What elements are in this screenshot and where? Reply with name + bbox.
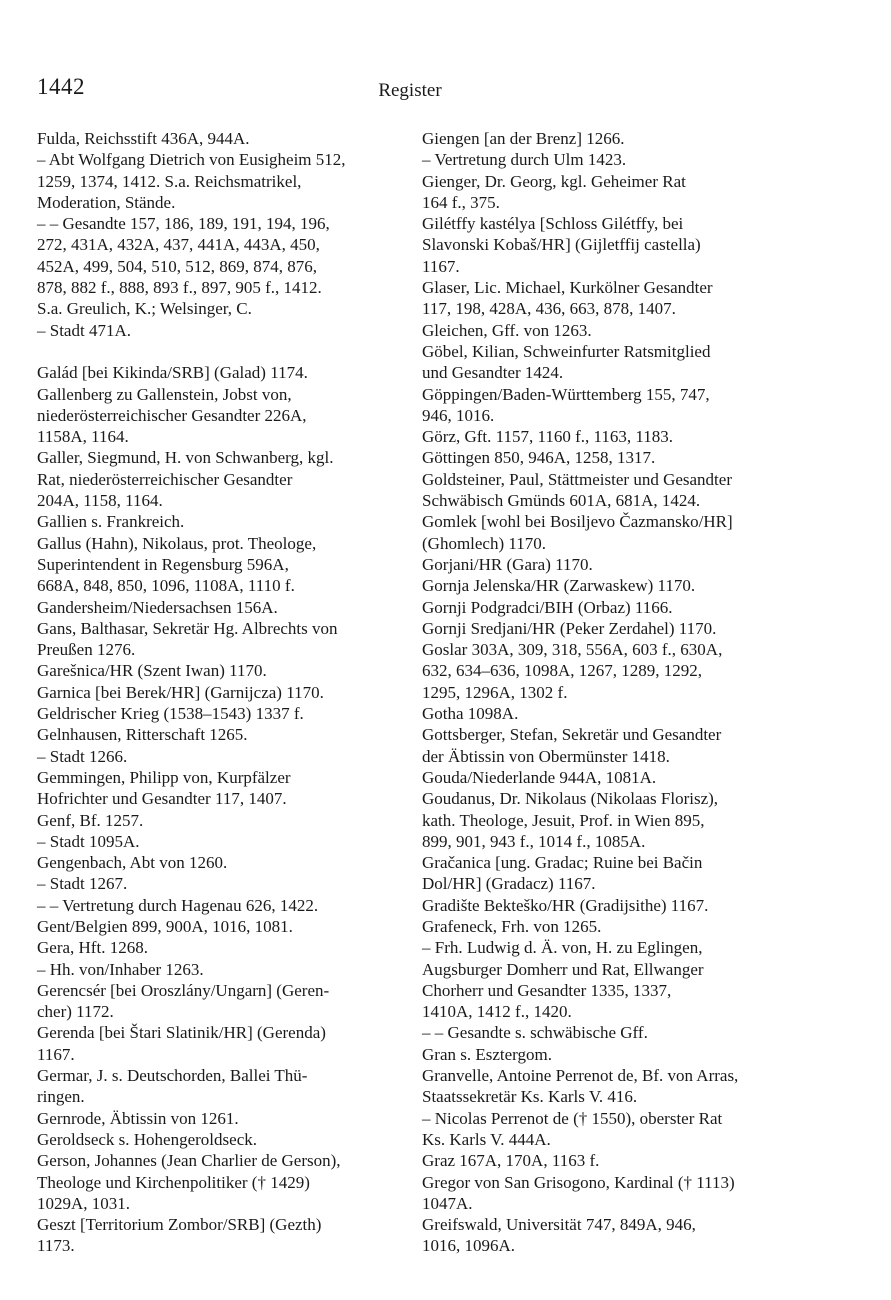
index-entry-line: – – Gesandte 157, 186, 189, 191, 194, 196, [37, 214, 330, 234]
index-entry-line: 1259, 1374, 1412. S.a. Reichsmatrikel, [37, 171, 302, 191]
index-entry [422, 597, 792, 618]
index-entry [422, 213, 792, 277]
index-entry-line: 946, 1016. [422, 405, 495, 425]
index-entry-line: Gornji Sredjani/HR (Peker Zerdahel) 1170. [422, 618, 717, 638]
index-entry [37, 724, 405, 745]
index-entry-line: – Abt Wolfgang Dietrich von Eusigheim 512, [37, 150, 346, 170]
index-entry-line: Goudanus, Dr. Nikolaus (Nikolaas Florisz), [422, 789, 719, 809]
index-entry-line: Gerson, Johannes (Jean Charlier de Gerson), [37, 1151, 341, 1171]
index-entry-line: Staatssekretär Ks. Karls V. 416. [422, 1087, 638, 1107]
index-entry [37, 597, 405, 618]
index-entry-line: Preußen 1276. [37, 640, 136, 660]
index-entry-line: Gerenda [bei Štari Slatinik/HR] (Gerenda) [37, 1023, 326, 1043]
index-entry-line: Germar, J. s. Deutschorden, Ballei Thü- [37, 1066, 308, 1086]
index-entry-line: Galád [bei Kikinda/SRB] (Galad) 1174. [37, 363, 308, 383]
index-entry [422, 916, 792, 937]
index-entry-line: Gran s. Esztergom. [422, 1044, 552, 1064]
index-entry-line: Gotha 1098A. [422, 704, 519, 724]
index-entry-line: Geszt [Territorium Zombor/SRB] (Gezth) [37, 1215, 322, 1235]
index-entry-line: Garešnica/HR (Szent Iwan) 1170. [37, 661, 267, 681]
index-entry-line: Gengenbach, Abt von 1260. [37, 853, 228, 873]
index-entry-line: Gallenberg zu Gallenstein, Jobst von, [37, 384, 292, 404]
index-entry-line: Geroldseck s. Hohengeroldseck. [37, 1129, 257, 1149]
index-entry-line: Gallus (Hahn), Nikolaus, prot. Theologe, [37, 533, 317, 553]
index-entry-line: Genf, Bf. 1257. [37, 810, 144, 830]
index-entry-line: S.a. Greulich, K.; Welsinger, C. [37, 299, 252, 319]
index-entry [422, 341, 792, 384]
index-entry-line: 452A, 499, 504, 510, 512, 869, 874, 876, [37, 256, 318, 276]
index-entry-line: Theologe und Kirchenpolitiker († 1429) [37, 1172, 310, 1192]
index-entry-line: 1158A, 1164. [37, 427, 129, 447]
index-entry-line: Glaser, Lic. Michael, Kurkölner Gesandter [422, 278, 713, 298]
index-entry-line: Gernrode, Äbtissin von 1261. [37, 1108, 239, 1128]
index-entry [37, 1022, 405, 1065]
index-entry [37, 511, 405, 532]
index-entry-line: 632, 634–636, 1098A, 1267, 1289, 1292, [422, 661, 703, 681]
index-entry-line: Fulda, Reichsstift 436A, 944A. [37, 129, 250, 148]
index-entry-line: Grafeneck, Frh. von 1265. [422, 916, 602, 936]
index-entry [422, 937, 792, 1022]
index-entry-line: der Äbtissin von Obermünster 1418. [422, 746, 670, 766]
index-entry-line: 1410A, 1412 f., 1420. [422, 1002, 572, 1022]
index-entry [422, 724, 792, 767]
index-entry [37, 937, 405, 958]
index-entry-line: Moderation, Stände. [37, 192, 176, 212]
index-entry [37, 1129, 405, 1150]
index-entry [422, 1214, 792, 1257]
index-entry [422, 469, 792, 512]
index-entry [37, 831, 405, 852]
index-entry-line: 1029A, 1031. [37, 1193, 131, 1213]
index-entry [422, 1172, 792, 1215]
index-entry-line: Gilétffy kastélya [Schloss Gilétffy, bei [422, 214, 684, 234]
index-entry-line: Gomlek [wohl bei Bosiljevo Čazmansko/HR] [422, 512, 733, 532]
index-entry [37, 703, 405, 724]
index-entry-line: Hofrichter und Gesandter 117, 1407. [37, 789, 287, 809]
index-entry-line: 204A, 1158, 1164. [37, 491, 163, 511]
index-column-right [422, 128, 792, 1257]
index-entry-line: kath. Theologe, Jesuit, Prof. in Wien 895, [422, 810, 705, 830]
index-entry [422, 320, 792, 341]
index-entry-line: Augsburger Domherr und Rat, Ellwanger [422, 959, 704, 979]
index-entry [422, 1065, 792, 1108]
index-entry-line: Dol/HR] (Gradacz) 1167. [422, 874, 596, 894]
index-entry-line: Greifswald, Universität 747, 849A, 946, [422, 1215, 696, 1235]
index-entry-line: Gregor von San Grisogono, Kardinal († 1113) [422, 1172, 735, 1192]
index-entry-line: Gent/Belgien 899, 900A, 1016, 1081. [37, 916, 293, 936]
index-entry-line: Gouda/Niederlande 944A, 1081A. [422, 767, 657, 787]
index-entry-line: 272, 431A, 432A, 437, 441A, 443A, 450, [37, 235, 320, 255]
index-entry [37, 128, 405, 149]
index-entry-line: – – Gesandte s. schwäbische Gff. [422, 1023, 648, 1043]
index-entry-line: 899, 901, 943 f., 1014 f., 1085A. [422, 831, 646, 851]
index-entry-line: 878, 882 f., 888, 893 f., 897, 905 f., 1412. [37, 278, 322, 298]
index-entry [422, 277, 792, 320]
index-entry [37, 618, 405, 661]
index-entry [37, 384, 405, 448]
index-entry-line: 164 f., 375. [422, 192, 500, 212]
index-entry [37, 682, 405, 703]
index-entry [37, 1108, 405, 1129]
index-entry [422, 384, 792, 427]
index-entry-line: Göppingen/Baden-Württemberg 155, 747, [422, 384, 710, 404]
index-entry-line: – Stadt 471A. [37, 320, 131, 340]
index-entry [422, 128, 792, 149]
index-entry [37, 1065, 405, 1108]
index-entry-line: – Nicolas Perrenot de († 1550), oberster Rat [422, 1108, 723, 1128]
index-entry [37, 447, 405, 511]
index-entry [37, 533, 405, 597]
index-entry-line: Göttingen 850, 946A, 1258, 1317. [422, 448, 656, 468]
index-entry-line: Chorherr und Gesandter 1335, 1337, [422, 980, 672, 1000]
index-entry [422, 1150, 792, 1171]
index-entry-line: – Stadt 1266. [37, 746, 128, 766]
index-entry-line: Goldsteiner, Paul, Stättmeister und Gesandter [422, 469, 732, 489]
index-entry-line: – – Vertretung durch Hagenau 626, 1422. [37, 895, 319, 915]
running-title: Register [378, 80, 442, 101]
index-entry [422, 852, 792, 895]
index-entry-line: niederösterreichischer Gesandter 226A, [37, 405, 307, 425]
index-entry-line: Ks. Karls V. 444A. [422, 1129, 551, 1149]
index-column-left [37, 128, 405, 1257]
index-entry [37, 852, 405, 873]
index-entry [37, 660, 405, 681]
index-entry-line: Galler, Siegmund, H. von Schwanberg, kgl. [37, 448, 334, 468]
index-entry-line: Geldrischer Krieg (1538–1543) 1337 f. [37, 704, 304, 724]
page-number: 1442 [37, 74, 85, 99]
index-entry-line: 117, 198, 428A, 436, 663, 878, 1407. [422, 299, 676, 319]
index-entry-line: 1173. [37, 1236, 75, 1256]
index-entry-line: 668A, 848, 850, 1096, 1108A, 1110 f. [37, 576, 295, 596]
index-entry [37, 767, 405, 810]
index-entry-line: Gelnhausen, Ritterschaft 1265. [37, 725, 248, 745]
index-entry-line: Gienger, Dr. Georg, kgl. Geheimer Rat [422, 171, 686, 191]
index-entry [422, 618, 792, 639]
index-entry [422, 171, 792, 214]
index-entry [37, 895, 405, 916]
index-entry-line: 1167. [422, 256, 460, 276]
index-entry [422, 788, 792, 852]
index-entry-line: Rat, niederösterreichischer Gesandter [37, 469, 293, 489]
index-entry-line: Gallien s. Frankreich. [37, 512, 185, 532]
index-entry-line: Garnica [bei Berek/HR] (Garnijcza) 1170. [37, 682, 324, 702]
index-entry [422, 767, 792, 788]
index-entry-line: Gerencsér [bei Oroszlány/Ungarn] (Geren- [37, 980, 330, 1000]
index-entry-line: Gera, Hft. 1268. [37, 938, 148, 958]
index-entry [422, 149, 792, 170]
index-entry [422, 554, 792, 575]
index-entry-line: – Hh. von/Inhaber 1263. [37, 959, 204, 979]
index-entry [422, 1044, 792, 1065]
index-entry [422, 1022, 792, 1043]
index-entry-line: Gorjani/HR (Gara) 1170. [422, 554, 593, 574]
index-entry-line: Gračanica [ung. Gradac; Ruine bei Bačin [422, 853, 703, 873]
index-entry-line: Superintendent in Regensburg 596A, [37, 554, 289, 574]
index-entry-line: – Stadt 1095A. [37, 831, 140, 851]
index-entry-line: Graz 167A, 170A, 1163 f. [422, 1151, 600, 1171]
index-entry [422, 895, 792, 916]
section-gap [37, 341, 405, 362]
index-entry-line: 1047A. [422, 1193, 473, 1213]
index-entry [422, 1108, 792, 1151]
index-entry [37, 746, 405, 767]
index-entry [37, 1214, 405, 1257]
index-entry [37, 916, 405, 937]
index-entry [37, 873, 405, 894]
index-entry [37, 980, 405, 1023]
index-entry-line: Granvelle, Antoine Perrenot de, Bf. von Arras, [422, 1066, 739, 1086]
index-entry-line: Giengen [an der Brenz] 1266. [422, 129, 625, 148]
index-entry-line: 1167. [37, 1044, 75, 1064]
index-entry [37, 810, 405, 831]
index-entry [422, 703, 792, 724]
index-entry-line: Gemmingen, Philipp von, Kurpfälzer [37, 767, 291, 787]
index-entry-line: Gleichen, Gff. von 1263. [422, 320, 592, 340]
index-entry-line: Gradište Bekteško/HR (Gradijsithe) 1167. [422, 895, 709, 915]
index-entry-line: ringen. [37, 1087, 85, 1107]
index-entry-line: – Frh. Ludwig d. Ä. von, H. zu Eglingen, [422, 938, 703, 958]
index-entry-line: 1295, 1296A, 1302 f. [422, 682, 568, 702]
index-entry-line: (Ghomlech) 1170. [422, 533, 547, 553]
index-entry [37, 213, 405, 319]
index-entry-line: Göbel, Kilian, Schweinfurter Ratsmitglied [422, 341, 711, 361]
index-entry [422, 447, 792, 468]
index-entry-line: Gottsberger, Stefan, Sekretär und Gesandter [422, 725, 722, 745]
index-entry-line: – Stadt 1267. [37, 874, 128, 894]
index-entry-line: Görz, Gft. 1157, 1160 f., 1163, 1183. [422, 427, 674, 447]
index-entry-line: Slavonski Kobaš/HR] (Gijletffij castella) [422, 235, 701, 255]
index-entry-line: Gandersheim/Niedersachsen 156A. [37, 597, 278, 617]
index-entry-line: 1016, 1096A. [422, 1236, 516, 1256]
index-entry-line: Gornji Podgradci/BIH (Orbaz) 1166. [422, 597, 673, 617]
index-entry-line: – Vertretung durch Ulm 1423. [422, 150, 627, 170]
index-entry [422, 426, 792, 447]
index-entry-line: Gornja Jelenska/HR (Zarwaskew) 1170. [422, 576, 696, 596]
index-entry-line: Goslar 303A, 309, 318, 556A, 603 f., 630A, [422, 640, 723, 660]
index-entry [37, 1150, 405, 1214]
index-entry-line: Schwäbisch Gmünds 601A, 681A, 1424. [422, 491, 701, 511]
index-entry [422, 639, 792, 703]
index-entry [422, 575, 792, 596]
index-entry-line: Gans, Balthasar, Sekretär Hg. Albrechts von [37, 618, 338, 638]
index-entry [37, 959, 405, 980]
index-entry [37, 362, 405, 383]
index-entry [37, 320, 405, 341]
index-entry [37, 149, 405, 213]
index-entry [422, 511, 792, 554]
index-entry-line: cher) 1172. [37, 1002, 114, 1022]
index-entry-line: und Gesandter 1424. [422, 363, 564, 383]
